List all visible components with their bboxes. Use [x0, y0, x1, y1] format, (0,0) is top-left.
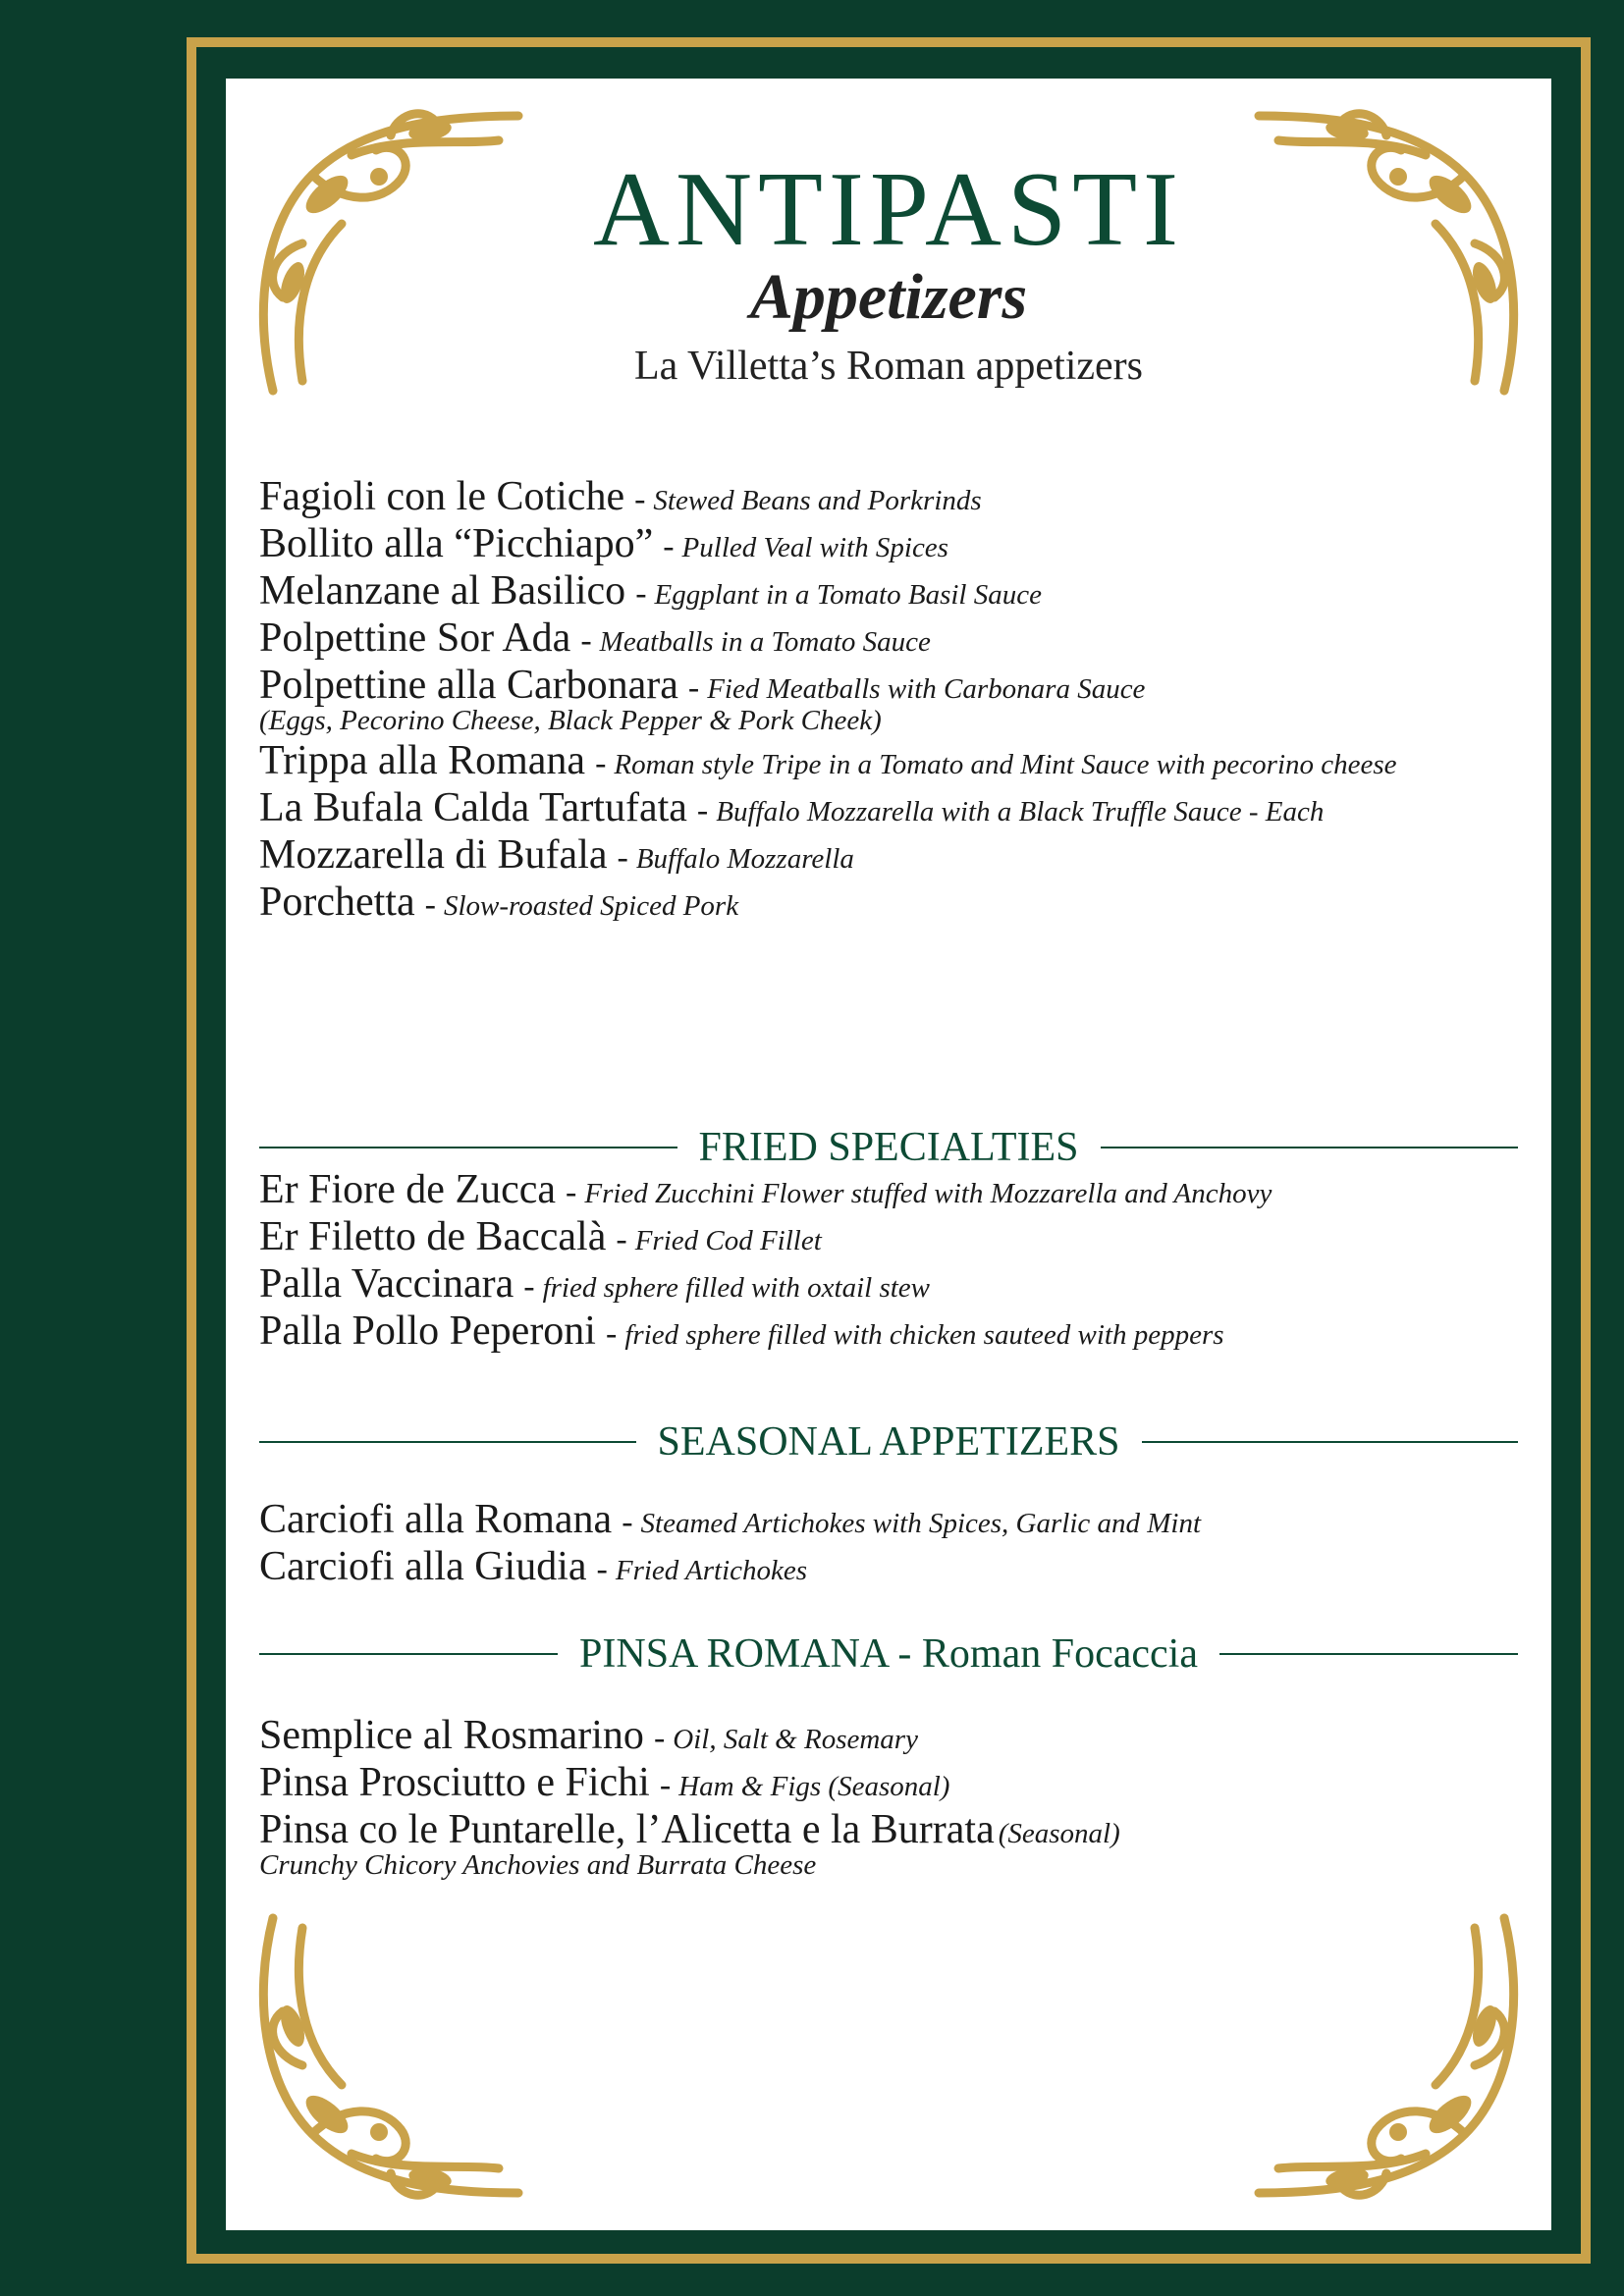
- menu-item-name: Semplice al Rosmarino: [259, 1713, 644, 1758]
- menu-item-description: Fried Cod Fillet: [634, 1225, 822, 1256]
- gold-ornament-corner-icon: [1249, 1898, 1543, 2222]
- menu-item-description: Steamed Artichokes with Spices, Garlic and Mint: [640, 1508, 1202, 1539]
- menu-item-name: Trippa alla Romana: [259, 738, 586, 783]
- menu-item-description: Fied Meatballs with Carbonara Sauce: [707, 673, 1146, 705]
- menu-item-name: Pinsa co le Puntarelle, l’Alicetta e la Burrata: [259, 1807, 995, 1852]
- tagline: La Villetta’s Roman appetizers: [633, 344, 1144, 389]
- menu-item-name: Porchetta: [259, 880, 415, 925]
- menu-item-name: Melanzane al Basilico: [259, 568, 626, 614]
- menu-item-description: Buffalo Mozzarella: [635, 843, 854, 875]
- section-heading-fried: [259, 1123, 1518, 1172]
- divider: [1101, 1147, 1519, 1148]
- menu-item-description: Roman style Tripe in a Tomato and Mint Sauce with pecorino cheese: [614, 749, 1397, 780]
- menu-item: [259, 614, 1518, 662]
- divider: [1219, 1653, 1518, 1655]
- menu-item-separator: -: [616, 1221, 627, 1257]
- menu-item-description: Eggplant in a Tomato Basil Sauce: [654, 579, 1042, 611]
- section-title: PINSA ROMANA - Roman Focaccia: [579, 1631, 1198, 1677]
- menu-item: [259, 737, 1518, 784]
- menu-item-description: Oil, Salt & Rosemary: [673, 1724, 918, 1755]
- menu-item: [259, 784, 1518, 831]
- seasonal-list: [259, 1496, 1518, 1590]
- fried-list: [259, 1166, 1518, 1355]
- menu-item-name: Pinsa Prosciutto e Fichi: [259, 1760, 650, 1805]
- divider: [259, 1653, 558, 1655]
- menu-item-description: Meatballs in a Tomato Sauce: [599, 626, 931, 658]
- menu-item-separator: -: [424, 886, 436, 923]
- menu-page: [226, 79, 1551, 2230]
- menu-item: [259, 1496, 1518, 1543]
- menu-item-description: fried sphere filled with chicken sauteed with peppers: [624, 1319, 1224, 1351]
- menu-item-note: Crunchy Chicory Anchovies and Burrata Cheese: [259, 1849, 817, 1881]
- menu-item-description: Fried Zucchini Flower stuffed with Mozzarella and Anchovy: [584, 1178, 1272, 1209]
- menu-item-description: Pulled Veal with Spices: [681, 532, 948, 563]
- page-title: ANTIPASTI: [592, 151, 1185, 268]
- menu-item-description: Ham & Figs (Seasonal): [678, 1771, 950, 1802]
- menu-item-name: Carciofi alla Romana: [259, 1497, 613, 1542]
- menu-item-separator: -: [634, 481, 646, 517]
- menu-item: [259, 879, 1518, 926]
- page-subtitle: Appetizers: [749, 261, 1028, 333]
- menu-item-separator: -: [617, 839, 628, 876]
- menu-item-separator: -: [663, 528, 675, 564]
- menu-item-description: Buffalo Mozzarella with a Black Truffle Sauce - Each: [716, 796, 1325, 828]
- menu-item-separator: -: [696, 792, 709, 828]
- menu-item-name: Mozzarella di Bufala: [259, 832, 608, 878]
- menu-item-name: Palla Vaccinara: [259, 1261, 514, 1307]
- menu-item-name: Carciofi alla Giudia: [259, 1544, 587, 1589]
- menu-item-name: Bollito alla “Picchiapo”: [259, 521, 654, 566]
- menu-item: [259, 831, 1518, 879]
- gold-ornament-corner-icon: [234, 1898, 528, 2222]
- menu-item: [259, 1712, 1518, 1759]
- divider: [259, 1147, 677, 1148]
- menu-item: [259, 1166, 1518, 1213]
- menu-item: [259, 473, 1518, 520]
- menu-item-separator: -: [580, 622, 592, 659]
- section-title: FRIED SPECIALTIES: [698, 1125, 1079, 1170]
- menu-item: [259, 1806, 1518, 1882]
- section-title: SEASONAL APPETIZERS: [657, 1419, 1120, 1465]
- menu-item-name: Er Fiore de Zucca: [259, 1167, 557, 1212]
- menu-item-name: Polpettine Sor Ada: [259, 615, 571, 661]
- antipasti-list: [259, 473, 1518, 926]
- menu-item-separator: -: [523, 1268, 535, 1305]
- menu-item: [259, 1308, 1518, 1355]
- menu-item-separator: -: [622, 1504, 633, 1540]
- divider: [259, 1441, 636, 1443]
- menu-item: [259, 1260, 1518, 1308]
- menu-item-separator: -: [659, 1767, 672, 1803]
- divider: [1142, 1441, 1519, 1443]
- section-heading-pinsa: [259, 1629, 1518, 1679]
- menu-item-name: Fagioli con le Cotiche: [259, 474, 625, 519]
- menu-item-name: La Bufala Calda Tartufata: [259, 785, 687, 830]
- section-heading-seasonal: [259, 1417, 1518, 1467]
- pinsa-list: [259, 1712, 1518, 1882]
- menu-item-separator: -: [635, 575, 647, 612]
- menu-item-separator: -: [596, 1551, 608, 1587]
- menu-item-description: Slow-roasted Spiced Pork: [443, 890, 739, 922]
- menu-item-separator: -: [566, 1174, 577, 1210]
- menu-item: [259, 662, 1518, 737]
- menu-item: [259, 1759, 1518, 1806]
- menu-item-separator: -: [653, 1720, 666, 1756]
- menu-item-separator: -: [595, 745, 607, 781]
- menu-item-description: (Seasonal): [998, 1818, 1120, 1849]
- menu-item-name: Palla Pollo Peperoni: [259, 1308, 596, 1354]
- menu-item-description: Stewed Beans and Porkrinds: [653, 485, 982, 516]
- menu-item-name: Polpettine alla Carbonara: [259, 663, 678, 708]
- menu-item-separator: -: [605, 1315, 618, 1352]
- menu-item-separator: -: [687, 669, 700, 706]
- menu-item: [259, 1543, 1518, 1590]
- menu-item: [259, 567, 1518, 614]
- menu-item: [259, 1213, 1518, 1260]
- menu-item: [259, 520, 1518, 567]
- menu-item-description: fried sphere filled with oxtail stew: [542, 1272, 931, 1304]
- menu-item-note: (Eggs, Pecorino Cheese, Black Pepper & Pork Cheek): [259, 705, 882, 736]
- menu-item-description: Fried Artichokes: [615, 1555, 808, 1586]
- menu-item-name: Er Filetto de Baccalà: [259, 1214, 607, 1259]
